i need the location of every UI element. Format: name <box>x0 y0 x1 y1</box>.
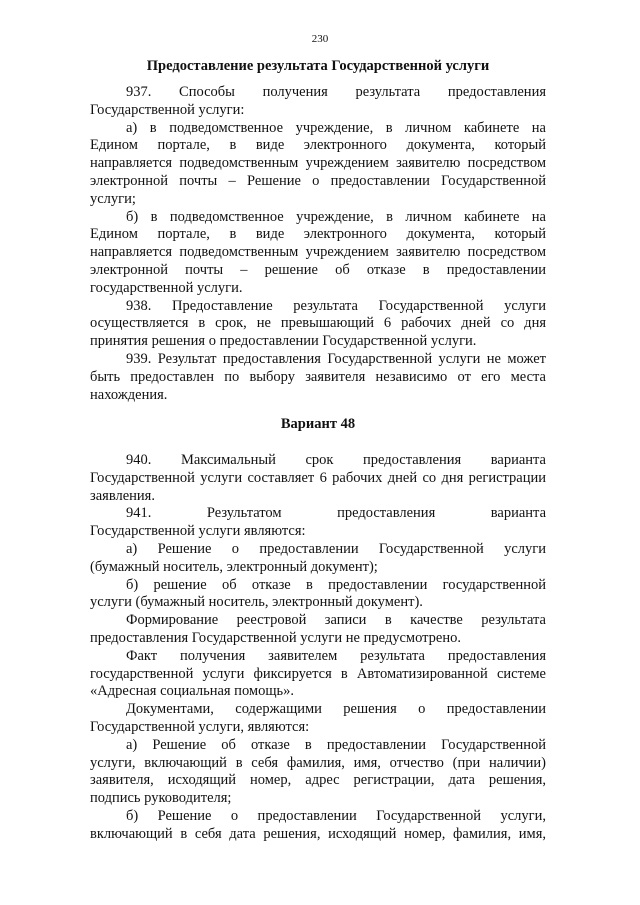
text-line: включающий в себя дата решения, исходящий номер, фамилия, имя, <box>90 825 546 842</box>
text-line: подпись руководителя; <box>90 790 232 807</box>
text-line: Документами, содержащими решения о предоставлении <box>126 701 546 718</box>
text-line: Едином портале, в виде электронного документа, который <box>90 226 546 243</box>
text-line: государственной услуги фиксируется в Автоматизированной системе <box>90 665 546 682</box>
text-line: Государственной услуги составляет 6 рабочих дней со дня регистрации <box>90 469 546 486</box>
text-block-2 <box>90 452 546 844</box>
text-line: (бумажный носитель, электронный документ); <box>90 558 378 575</box>
text-line: услуги (бумажный носитель, электронный документ). <box>90 594 423 611</box>
text-line: принятия решения о предоставлении Государственной услуги. <box>90 333 477 350</box>
text-line: Формирование реестровой записи в качестве результата <box>126 612 546 629</box>
text-line: электронной почты – Решение о предоставлении Государственной <box>90 172 546 189</box>
text-line: государственной услуги. <box>90 279 243 296</box>
text-line: быть предоставлен по выбору заявителя независимо от его места <box>90 368 546 385</box>
text-line: услуги; <box>90 190 136 207</box>
variant-heading: Вариант 48 <box>280 416 356 432</box>
text-line: 938. Предоставление результата Государственной услуги <box>126 297 546 314</box>
text-line: а) Решение о предоставлении Государственной услуги <box>126 540 546 557</box>
text-line: предоставления Государственной услуги не предусмотрено. <box>90 629 461 646</box>
text-line: б) в подведомственное учреждение, в личном кабинете на <box>126 208 546 225</box>
text-line: услуги, включающий в себя фамилия, имя, отчество (при наличии) <box>90 754 546 771</box>
text-line: нахождения. <box>90 386 168 403</box>
text-line: 941. Результатом предоставления варианта <box>126 505 546 522</box>
text-line: электронной почты – решение об отказе в предоставлении <box>90 261 546 278</box>
text-line: направляется подведомственным учреждением заявителю посредством <box>90 155 546 172</box>
text-line: Факт получения заявителем результата предоставления <box>126 647 546 664</box>
page-number: 230 <box>311 33 329 45</box>
section-heading: Предоставление результата Государственной услуги <box>146 58 490 74</box>
text-line: направляется подведомственным учреждением заявителю посредством <box>90 244 546 261</box>
text-line: «Адресная социальная помощь». <box>90 683 294 700</box>
text-line: заявления. <box>90 487 155 504</box>
text-line: а) Решение об отказе в предоставлении Государственной <box>126 736 546 753</box>
text-line: 940. Максимальный срок предоставления варианта <box>126 452 546 468</box>
text-line: 939. Результат предоставления Государственной услуги не может <box>126 350 546 367</box>
text-block-1 <box>90 84 546 404</box>
text-line: а) в подведомственное учреждение, в личном кабинете на <box>126 119 546 136</box>
text-line: б) решение об отказе в предоставлении государственной <box>126 576 546 593</box>
text-line: заявителя, исходящий номер, адрес регистрации, дата решения, <box>90 772 546 789</box>
text-line: б) Решение о предоставлении Государственной услуги, <box>126 807 546 824</box>
text-line: осуществляется в срок, не превышающий 6 рабочих дней со дня <box>90 315 546 332</box>
text-line: Государственной услуги: <box>90 101 245 118</box>
text-line: 937. Способы получения результата предоставления <box>126 84 546 100</box>
text-line: Едином портале, в виде электронного документа, который <box>90 137 546 154</box>
text-line: Государственной услуги, являются: <box>90 718 310 735</box>
text-line: Государственной услуги являются: <box>90 523 306 540</box>
